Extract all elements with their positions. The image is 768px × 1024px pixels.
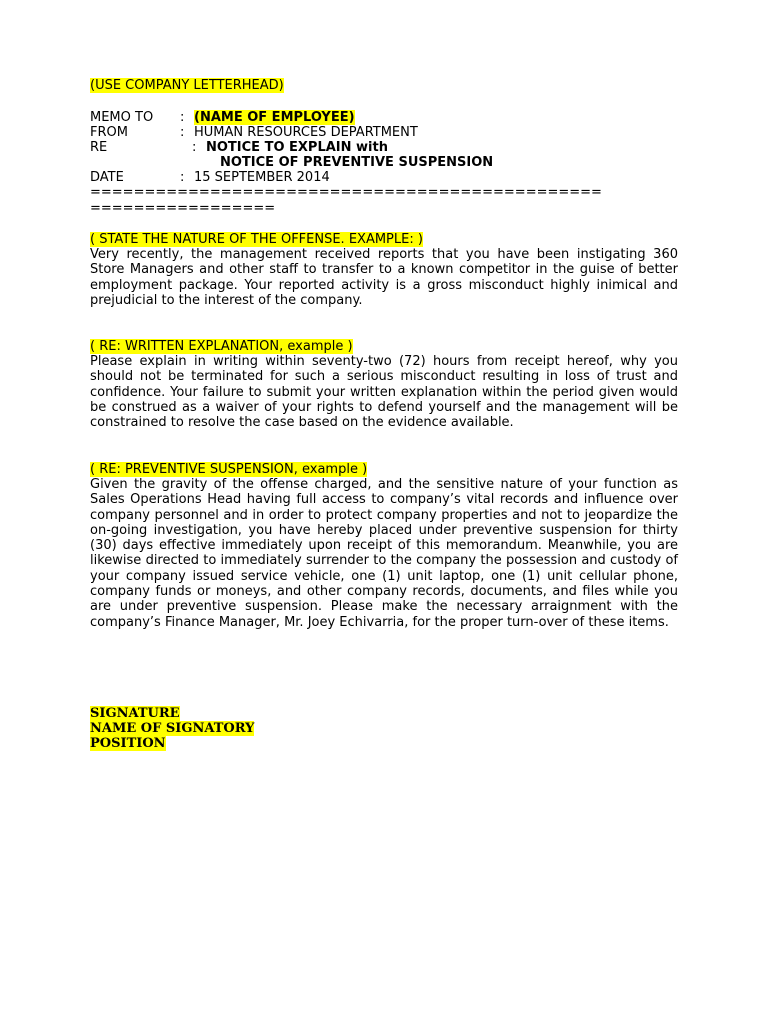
from-label: FROM	[90, 125, 128, 140]
re-value-line1: NOTICE TO EXPLAIN with	[206, 140, 388, 155]
date-value: 15 SEPTEMBER 2014	[194, 170, 330, 185]
memo-to-label: MEMO TO	[90, 110, 154, 125]
letterhead-note: (USE COMPANY LETTERHEAD)	[90, 78, 284, 93]
separator-line-2: =================	[90, 201, 276, 216]
memo-to-row: MEMO TO : (NAME OF EMPLOYEE)	[90, 110, 355, 125]
section-heading-offense: ( STATE THE NATURE OF THE OFFENSE. EXAMPLE: )	[90, 232, 423, 247]
section-body-explanation: Please explain in writing within seventy-two (72) hours from receipt hereof, why you should not be terminated for such a serious misconduct resulting in loss of trust and confidence. Your failure to submit your written explanation within the period given would be construed as a waiver of your rights to defend yourself and the management will be constrained to resolve the case based on the evidence available.	[90, 354, 678, 431]
date-label: DATE	[90, 170, 124, 185]
re-row-2	[220, 155, 493, 170]
date-row: DATE : 15 SEPTEMBER 2014	[90, 170, 330, 185]
signatory-name-line: NAME OF SIGNATORY	[90, 721, 255, 736]
section-body-offense: Very recently, the management received reports that you have been instigating 360 Store Managers and other staff to transfer to a known competitor in the guise of better employment package. Your reported activity is a gross misconduct highly inimical and prejudicial to the interest of the company.	[90, 247, 678, 308]
signatory-position-line: POSITION	[90, 736, 166, 751]
from-value: HUMAN RESOURCES DEPARTMENT	[194, 125, 418, 140]
signature-line: SIGNATURE	[90, 706, 180, 721]
section-body-suspension: Given the gravity of the offense charged, and the sensitive nature of your function as Sales Operations Head having full access to company’s vital records and influence over company personnel and in order to protect company properties and not to jeopardize the on-going investigation, you have hereby placed under preventive suspension for thirty (30) days effective immediately upon receipt of this memorandum. Meanwhile, you are likewise directed to immediately surrender to the company the possession and custody of your company issued service vehicle, one (1) unit laptop, one (1) unit cellular phone, company funds or moneys, and other company records, documents, and files while you are under preventive suspension. Please make the necessary arraignment with the company’s Finance Manager, Mr. Joey Echivarria, for the proper turn-over of these items.	[90, 477, 678, 630]
re-label: RE	[90, 140, 108, 155]
from-row: FROM : HUMAN RESOURCES DEPARTMENT	[90, 125, 418, 140]
section-heading-explanation: ( RE: WRITTEN EXPLANATION, example )	[90, 339, 353, 354]
section-heading-suspension: ( RE: PREVENTIVE SUSPENSION, example )	[90, 462, 368, 477]
separator-line-1: ===============================================	[90, 185, 602, 200]
re-value-line2: NOTICE OF PREVENTIVE SUSPENSION	[220, 155, 494, 170]
re-row: RE : NOTICE TO EXPLAIN with	[90, 140, 388, 155]
memo-to-value: (NAME OF EMPLOYEE)	[194, 110, 355, 125]
